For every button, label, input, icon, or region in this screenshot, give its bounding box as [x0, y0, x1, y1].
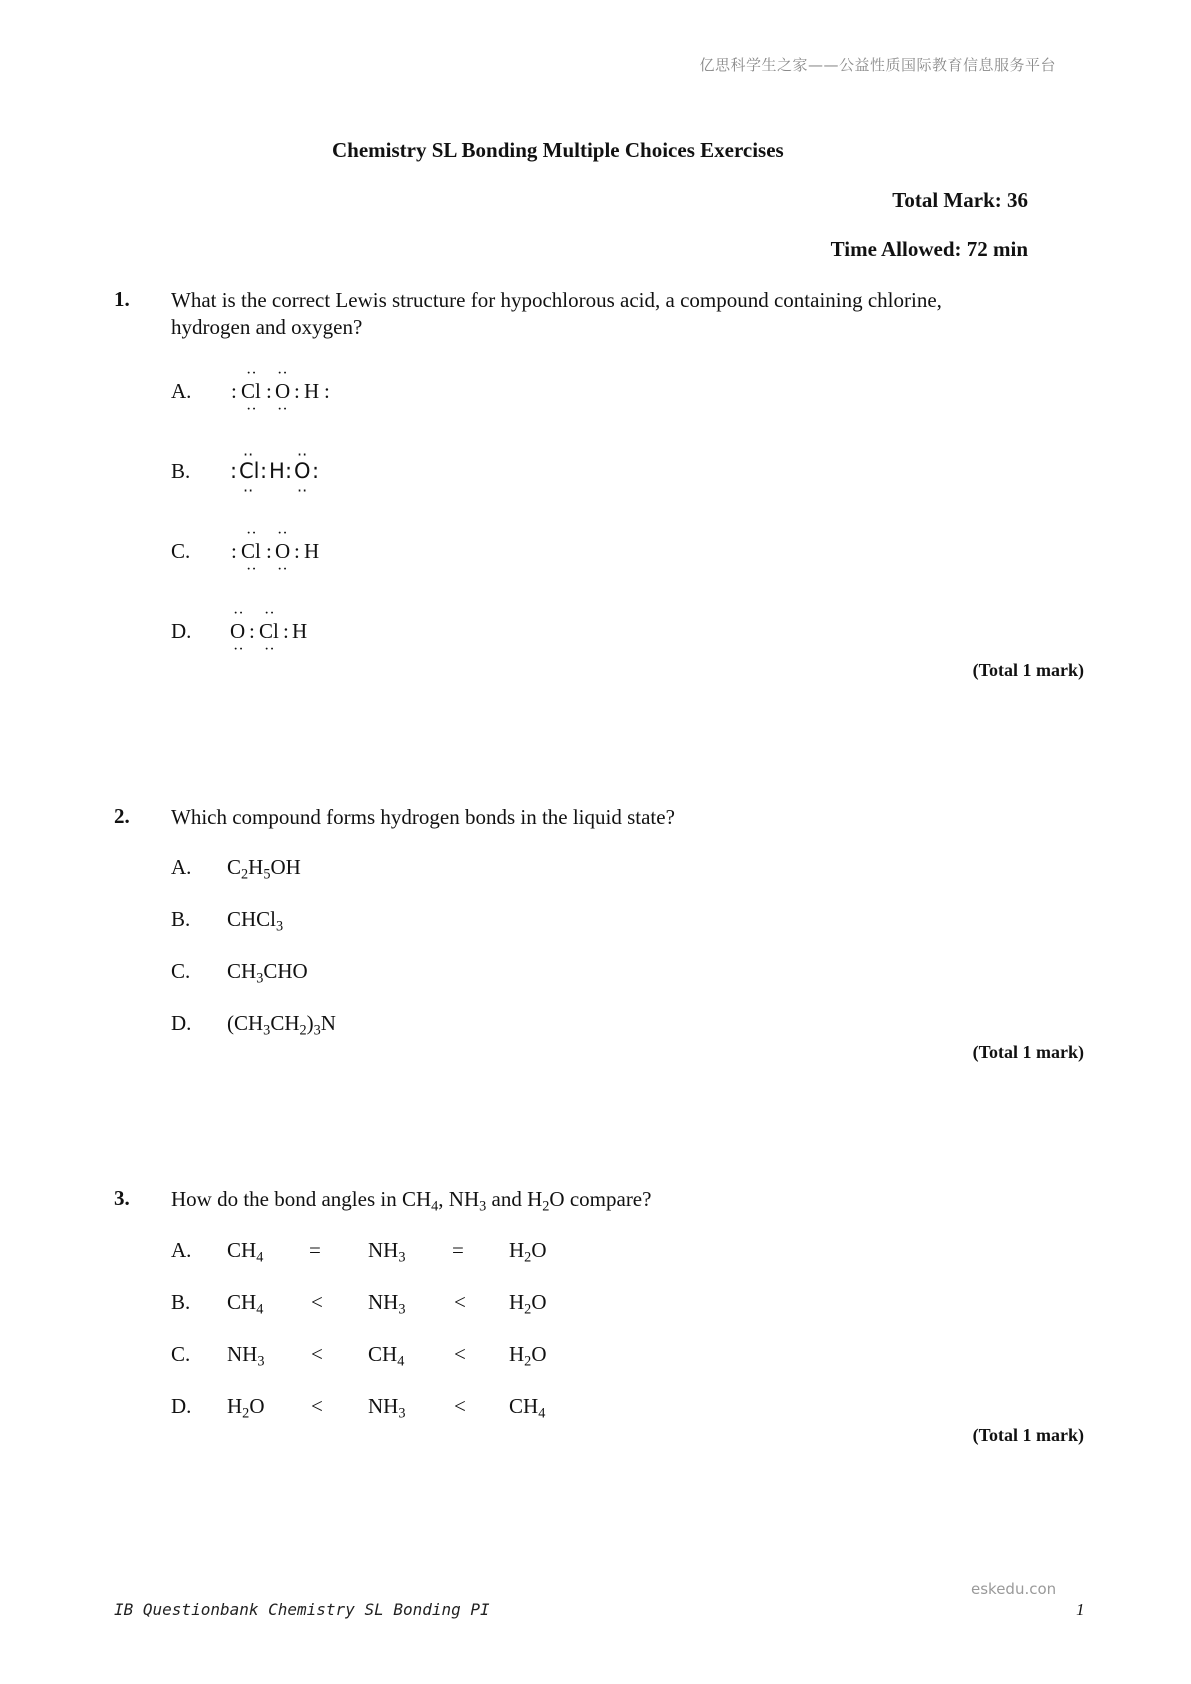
- q2-total: (Total 1 mark): [972, 1042, 1084, 1062]
- q3-number: 3.: [114, 1186, 130, 1210]
- q2-text: Which compound forms hydrogen bonds in the liquid state?: [171, 805, 675, 829]
- q2-option-c-label: C.: [171, 959, 191, 983]
- q3-total: (Total 1 mark): [972, 1425, 1084, 1445]
- q3-option-b-op1: <: [311, 1290, 323, 1314]
- q3-option-c-first: $NH_3$: [227, 1342, 265, 1370]
- q1-option-d-structure: O : Cl : H ·· ·· ·· ··: [230, 605, 308, 658]
- q3-option-b-label: B.: [171, 1290, 191, 1314]
- q2-option-c-value: $CH_3CHO$: [227, 959, 308, 987]
- q2-option-d-label: D.: [171, 1011, 192, 1035]
- q3-option-c-third: $H_2O$: [509, 1342, 547, 1370]
- header-watermark: 亿思科学生之家——公益性质国际教育信息服务平台: [699, 56, 1056, 74]
- q3-option-a-third: $H_2O$: [509, 1238, 547, 1266]
- q2-option-b-label: B.: [171, 907, 191, 931]
- footer-watermark: eskedu.con: [971, 1580, 1057, 1598]
- q3-option-b: [171, 1290, 771, 1320]
- q3-option-d-label: D.: [171, 1394, 192, 1418]
- q3-option-a-op2: =: [452, 1238, 464, 1262]
- page-title: Chemistry SL Bonding Multiple Choices Exercises: [332, 138, 784, 162]
- footer-source: IB Questionbank Chemistry SL Bonding PI: [114, 1600, 490, 1619]
- q3-option-c-op1: <: [311, 1342, 323, 1366]
- q3-text: How do the bond angles in $CH_4$, $NH_3$ and $H_2O$ compare?: [171, 1187, 652, 1215]
- time-allowed: Time Allowed: 72 min: [830, 237, 1028, 261]
- q2-option-a-label: A.: [171, 855, 192, 879]
- q3-option-c: [171, 1342, 771, 1372]
- q1-option-c-label: C.: [171, 539, 191, 563]
- q3-option-b-op2: <: [454, 1290, 466, 1314]
- q3-option-a: [171, 1238, 771, 1268]
- q3-option-b-first: $CH_4$: [227, 1290, 264, 1318]
- q3-option-a-first: $CH_4$: [227, 1238, 264, 1266]
- q3-option-c-op2: <: [454, 1342, 466, 1366]
- q1-total: (Total 1 mark): [972, 660, 1084, 680]
- q3-option-d-op2: <: [454, 1394, 466, 1418]
- q3-option-d-third: $CH_4$: [509, 1394, 546, 1422]
- q2-option-d-value: $(CH_3CH_2)_3N$: [227, 1011, 336, 1039]
- q1-text: What is the correct Lewis structure for hypochlorous acid, a compound containing chlorine, hydrogen and oxygen?: [171, 288, 942, 339]
- q3-option-a-op1: =: [309, 1238, 321, 1262]
- q3-option-d: [171, 1394, 771, 1424]
- q1-number: 1.: [114, 287, 130, 311]
- q1-option-a-structure: : Cl : O : H : ·· ·· ·· ··: [231, 365, 330, 418]
- q1-option-c-structure: : Cl : O : H ·· ·· ·· ··: [231, 525, 320, 578]
- q1-option-a-label: A.: [171, 379, 192, 403]
- q3-option-b-third: $H_2O$: [509, 1290, 547, 1318]
- page-number: 1: [1076, 1600, 1085, 1619]
- q3-option-d-first: $H_2O$: [227, 1394, 265, 1422]
- total-mark: Total Mark: 36: [892, 188, 1028, 212]
- q3-option-a-second: $NH_3$: [368, 1238, 406, 1266]
- q1-option-d-label: D.: [171, 619, 192, 643]
- q3-option-c-second: $CH_4$: [368, 1342, 405, 1370]
- q3-option-c-label: C.: [171, 1342, 191, 1366]
- q2-option-a-value: $C_2H_5OH$: [227, 855, 301, 883]
- q1-option-b-structure: : Cl : H : O : ·· ·· ·· ··: [230, 445, 320, 500]
- q3-option-d-second: $NH_3$: [368, 1394, 406, 1422]
- q3-option-b-second: $NH_3$: [368, 1290, 406, 1318]
- q2-number: 2.: [114, 804, 130, 828]
- q3-option-d-op1: <: [311, 1394, 323, 1418]
- q3-option-a-label: A.: [171, 1238, 192, 1262]
- q2-option-b-value: CHCl$_3$: [227, 907, 284, 935]
- q1-option-b-label: B.: [171, 459, 191, 483]
